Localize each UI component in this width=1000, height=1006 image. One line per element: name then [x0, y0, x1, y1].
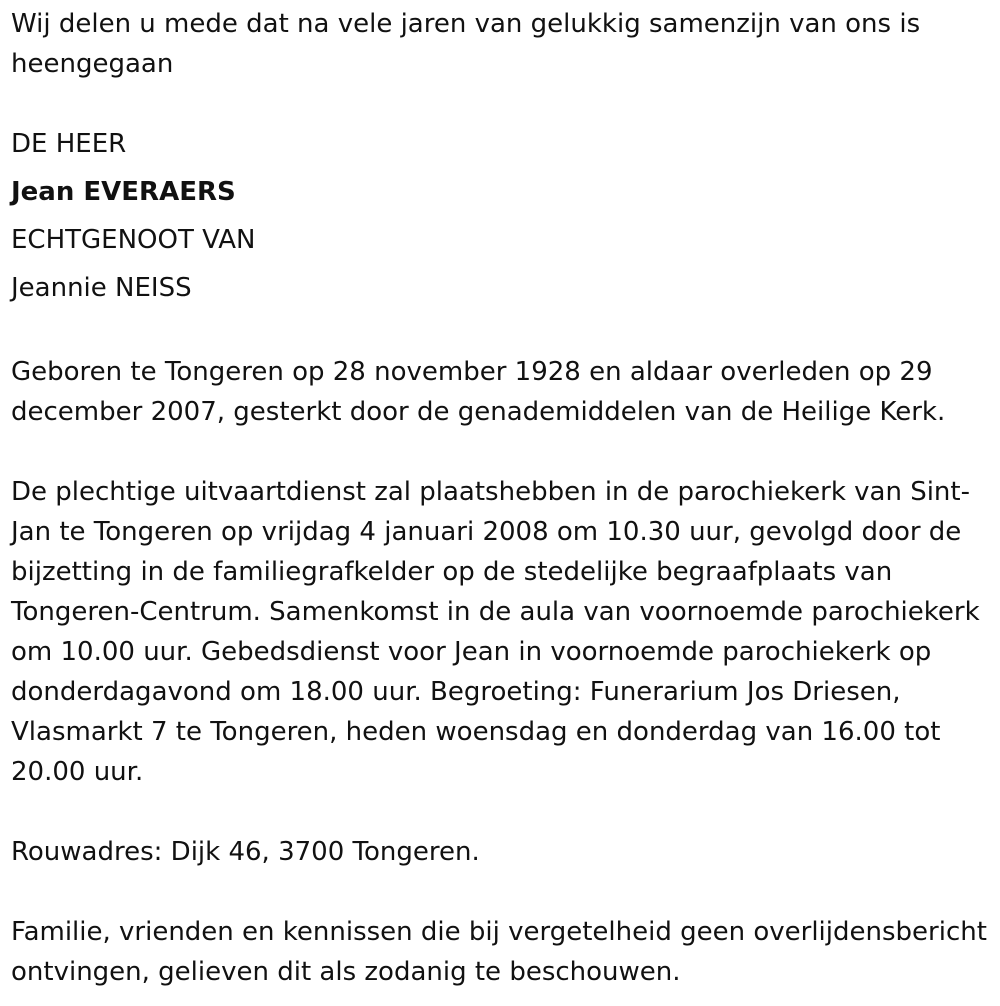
- spouse-name: Jeannie NEISS: [11, 273, 192, 303]
- deceased-block: [11, 120, 991, 312]
- relation-label: ECHTGENOOT VAN: [11, 225, 256, 255]
- funeral-text: De plechtige uitvaartdienst zal plaatshebben in de parochiekerk van Sint-Jan te Tongeren op vrijdag 4 januari 2008 om 10.30 uur, gevolgd door de bijzetting in de familiegrafkelder op de stedelijke begraafplaats van Tongeren-Centrum. Samenkomst in de aula van voornoemde parochiekerk om 10.00 uur. Gebedsdienst voor Jean in voornoemde parochiekerk op donderdagavond om 18.00 uur. Begroeting: Funerarium Jos Driesen, Vlasmarkt 7 te Tongeren, heden woensdag en donderdag van 16.00 tot 20.00 uur.: [11, 477, 980, 787]
- spacer: [11, 84, 991, 124]
- spacer: [11, 432, 991, 472]
- death-notice: [11, 4, 991, 992]
- address-text: Rouwadres: Dijk 46, 3700 Tongeren.: [11, 837, 480, 867]
- spacer: [11, 872, 991, 912]
- spacer: [11, 312, 991, 352]
- spacer: [11, 792, 991, 832]
- birth-death-text: Geboren te Tongeren op 28 november 1928 en aldaar overleden op 29 december 2007, gesterkt door de genademiddelen van de Heilige Kerk.: [11, 357, 946, 427]
- intro-text: Wij delen u mede dat na vele jaren van gelukkig samenzijn van ons is heengegaan: [11, 9, 921, 79]
- closing-text: Familie, vrienden en kennissen die bij vergetelheid geen overlijdensbericht ontvingen, gelieven dit als zodanig te beschouwen.: [11, 917, 987, 987]
- deceased-name: Jean EVERAERS: [11, 177, 236, 207]
- deceased-title: DE HEER: [11, 129, 127, 159]
